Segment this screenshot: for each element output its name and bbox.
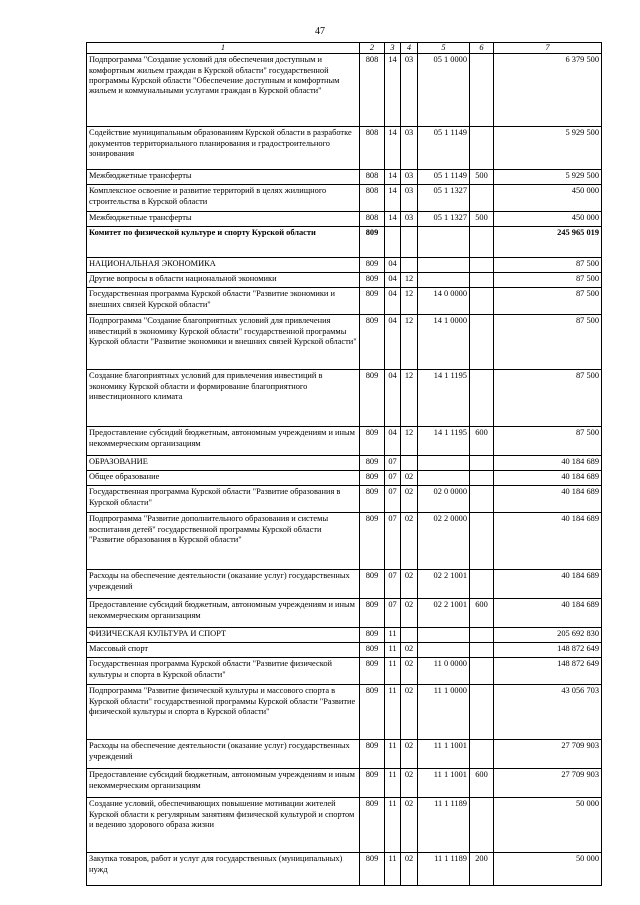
- row-sum-cell: 40 184 689: [494, 456, 602, 471]
- row-name-cell: Комитет по физической культуре и спорту Курской области: [87, 227, 360, 258]
- row-glava-cell: 809: [360, 273, 385, 288]
- row-sum-cell: 87 500: [494, 288, 602, 315]
- row-sum-cell: 205 692 830: [494, 628, 602, 643]
- table-row: [87, 288, 602, 315]
- row-sum-cell: 450 000: [494, 185, 602, 212]
- table-row: [87, 570, 602, 599]
- row-name-cell: Другие вопросы в области национальной экономики: [87, 273, 360, 288]
- row-glava-cell: 809: [360, 258, 385, 273]
- row-podrazdel-cell: 02: [401, 853, 418, 886]
- row-target-cell: [418, 456, 470, 471]
- row-glava-cell: 809: [360, 370, 385, 427]
- row-vid-cell: [470, 685, 494, 740]
- row-razdel-cell: 14: [385, 170, 401, 185]
- row-podrazdel-cell: 02: [401, 643, 418, 658]
- header-row: [87, 43, 602, 54]
- row-name-cell: Государственная программа Курской области "Развитие образования в Курской области": [87, 486, 360, 513]
- row-razdel-cell: 04: [385, 370, 401, 427]
- row-target-cell: [418, 643, 470, 658]
- row-vid-cell: [470, 273, 494, 288]
- row-glava-cell: 809: [360, 658, 385, 685]
- row-razdel-cell: 11: [385, 685, 401, 740]
- row-glava-cell: 809: [360, 315, 385, 370]
- row-target-cell: 05 1 1327: [418, 185, 470, 212]
- row-sum-cell: 50 000: [494, 798, 602, 853]
- row-sum-cell: 43 056 703: [494, 685, 602, 740]
- row-glava-cell: 809: [360, 486, 385, 513]
- row-sum-cell: 87 500: [494, 315, 602, 370]
- row-vid-cell: 500: [470, 170, 494, 185]
- row-razdel-cell: 07: [385, 570, 401, 599]
- table-row: [87, 740, 602, 769]
- row-name-cell: Содействие муниципальным образованиям Курской области в разработке документов территориального планирования и градостроительного зонирования: [87, 127, 360, 170]
- row-name-cell: Создание благоприятных условий для привлечения инвестиций в экономику Курской области и формирование благоприятного инвестиционного климата: [87, 370, 360, 427]
- row-vid-cell: 200: [470, 853, 494, 886]
- row-target-cell: [418, 273, 470, 288]
- table-row: [87, 427, 602, 456]
- row-target-cell: 11 1 0000: [418, 685, 470, 740]
- row-sum-cell: 87 500: [494, 258, 602, 273]
- row-podrazdel-cell: 12: [401, 288, 418, 315]
- row-target-cell: [418, 628, 470, 643]
- table-row: [87, 798, 602, 853]
- row-sum-cell: 87 500: [494, 427, 602, 456]
- row-name-cell: Общее образование: [87, 471, 360, 486]
- row-podrazdel-cell: [401, 456, 418, 471]
- row-sum-cell: 6 379 500: [494, 54, 602, 127]
- header-cell: 5: [418, 43, 470, 54]
- table-row: [87, 769, 602, 798]
- table-row: [87, 273, 602, 288]
- row-glava-cell: 809: [360, 740, 385, 769]
- row-glava-cell: 809: [360, 643, 385, 658]
- row-name-cell: Государственная программа Курской области "Развитие экономики и внешних связей Курской области": [87, 288, 360, 315]
- row-glava-cell: 809: [360, 227, 385, 258]
- row-podrazdel-cell: 02: [401, 658, 418, 685]
- row-name-cell: Межбюджетные трансферты: [87, 212, 360, 227]
- row-sum-cell: 40 184 689: [494, 599, 602, 628]
- table-row: [87, 258, 602, 273]
- row-podrazdel-cell: 02: [401, 769, 418, 798]
- row-razdel-cell: 11: [385, 643, 401, 658]
- row-podrazdel-cell: 02: [401, 486, 418, 513]
- row-podrazdel-cell: [401, 628, 418, 643]
- row-razdel-cell: 11: [385, 798, 401, 853]
- row-razdel-cell: 07: [385, 471, 401, 486]
- row-target-cell: 05 1 1149: [418, 170, 470, 185]
- row-name-cell: ОБРАЗОВАНИЕ: [87, 456, 360, 471]
- row-sum-cell: 87 500: [494, 273, 602, 288]
- row-vid-cell: [470, 127, 494, 170]
- row-sum-cell: 148 872 649: [494, 658, 602, 685]
- row-podrazdel-cell: 03: [401, 127, 418, 170]
- row-vid-cell: [470, 185, 494, 212]
- row-podrazdel-cell: 02: [401, 685, 418, 740]
- table-row: [87, 370, 602, 427]
- row-target-cell: 02 2 1001: [418, 570, 470, 599]
- table-row: [87, 853, 602, 886]
- row-razdel-cell: 07: [385, 486, 401, 513]
- row-name-cell: Массовый спорт: [87, 643, 360, 658]
- row-sum-cell: 148 872 649: [494, 643, 602, 658]
- row-razdel-cell: 11: [385, 658, 401, 685]
- row-sum-cell: 27 709 903: [494, 769, 602, 798]
- table-row: [87, 127, 602, 170]
- row-razdel-cell: 04: [385, 315, 401, 370]
- row-vid-cell: [470, 54, 494, 127]
- row-target-cell: 05 1 0000: [418, 54, 470, 127]
- row-podrazdel-cell: [401, 258, 418, 273]
- row-name-cell: Предоставление субсидий бюджетным, автономным учреждениям и иным некоммерческим организациям: [87, 599, 360, 628]
- row-name-cell: Подпрограмма "Создание условий для обеспечения доступным и комфортным жильем граждан в Курской области" государственной программы Курской области "Обеспечение доступным и комфортным жильем и коммунальными услугами граждан в Курской области": [87, 54, 360, 127]
- row-podrazdel-cell: [401, 227, 418, 258]
- row-sum-cell: 5 929 500: [494, 170, 602, 185]
- table-row: [87, 599, 602, 628]
- row-name-cell: Подпрограмма "Развитие физической культуры и массового спорта в Курской области" государственной программы Курской области "Развитие физической культуры и спорта в Курской области": [87, 685, 360, 740]
- row-vid-cell: [470, 643, 494, 658]
- row-name-cell: ФИЗИЧЕСКАЯ КУЛЬТУРА И СПОРТ: [87, 628, 360, 643]
- row-target-cell: 05 1 1327: [418, 212, 470, 227]
- row-razdel-cell: 14: [385, 212, 401, 227]
- row-podrazdel-cell: 12: [401, 273, 418, 288]
- row-target-cell: 11 0 0000: [418, 658, 470, 685]
- row-razdel-cell: 11: [385, 853, 401, 886]
- header-cell: 6: [470, 43, 494, 54]
- budget-table: [86, 42, 602, 886]
- row-glava-cell: 808: [360, 185, 385, 212]
- row-name-cell: Предоставление субсидий бюджетным, автономным учреждениям и иным некоммерческим организациям: [87, 769, 360, 798]
- table-row: [87, 185, 602, 212]
- row-podrazdel-cell: 02: [401, 798, 418, 853]
- row-podrazdel-cell: 02: [401, 471, 418, 486]
- row-razdel-cell: 07: [385, 599, 401, 628]
- row-target-cell: 14 1 1195: [418, 370, 470, 427]
- row-razdel-cell: 07: [385, 513, 401, 570]
- table-row: [87, 315, 602, 370]
- table-row: [87, 685, 602, 740]
- row-vid-cell: 600: [470, 599, 494, 628]
- row-podrazdel-cell: 12: [401, 427, 418, 456]
- row-name-cell: Подпрограмма "Создание благоприятных условий для привлечения инвестиций в экономику Курской области" государственной программы Курской области "Развитие экономики и внешних связей Курской области": [87, 315, 360, 370]
- row-glava-cell: 808: [360, 212, 385, 227]
- row-glava-cell: 808: [360, 127, 385, 170]
- row-name-cell: Комплексное освоение и развитие территорий в целях жилищного строительства в Курской области: [87, 185, 360, 212]
- row-target-cell: 05 1 1149: [418, 127, 470, 170]
- row-target-cell: 11 1 1001: [418, 769, 470, 798]
- row-razdel-cell: 04: [385, 427, 401, 456]
- row-target-cell: 11 1 1189: [418, 798, 470, 853]
- row-vid-cell: [470, 658, 494, 685]
- row-glava-cell: 809: [360, 471, 385, 486]
- row-podrazdel-cell: 03: [401, 185, 418, 212]
- row-razdel-cell: 07: [385, 456, 401, 471]
- header-cell: 4: [401, 43, 418, 54]
- row-vid-cell: 600: [470, 427, 494, 456]
- row-podrazdel-cell: 02: [401, 570, 418, 599]
- row-glava-cell: 809: [360, 456, 385, 471]
- row-vid-cell: [470, 370, 494, 427]
- row-vid-cell: [470, 740, 494, 769]
- row-razdel-cell: 04: [385, 288, 401, 315]
- row-glava-cell: 809: [360, 599, 385, 628]
- row-sum-cell: 27 709 903: [494, 740, 602, 769]
- row-glava-cell: 809: [360, 427, 385, 456]
- row-sum-cell: 40 184 689: [494, 486, 602, 513]
- row-razdel-cell: 11: [385, 740, 401, 769]
- row-name-cell: Закупка товаров, работ и услуг для государственных (муниципальных) нужд: [87, 853, 360, 886]
- table-row: [87, 54, 602, 127]
- row-podrazdel-cell: 02: [401, 513, 418, 570]
- row-vid-cell: [470, 471, 494, 486]
- row-vid-cell: 600: [470, 769, 494, 798]
- row-podrazdel-cell: 12: [401, 315, 418, 370]
- row-sum-cell: 450 000: [494, 212, 602, 227]
- row-razdel-cell: 14: [385, 54, 401, 127]
- row-target-cell: 02 2 0000: [418, 513, 470, 570]
- header-cell: 1: [87, 43, 360, 54]
- row-glava-cell: 809: [360, 570, 385, 599]
- row-razdel-cell: 04: [385, 273, 401, 288]
- row-podrazdel-cell: 03: [401, 170, 418, 185]
- table-row: [87, 170, 602, 185]
- row-target-cell: 14 0 0000: [418, 288, 470, 315]
- row-vid-cell: [470, 486, 494, 513]
- row-target-cell: 11 1 1001: [418, 740, 470, 769]
- row-podrazdel-cell: 02: [401, 599, 418, 628]
- row-glava-cell: 808: [360, 54, 385, 127]
- row-sum-cell: 87 500: [494, 370, 602, 427]
- table-row: [87, 513, 602, 570]
- row-glava-cell: 809: [360, 685, 385, 740]
- row-podrazdel-cell: 02: [401, 740, 418, 769]
- table-row: [87, 212, 602, 227]
- table-row: [87, 471, 602, 486]
- row-vid-cell: [470, 258, 494, 273]
- row-target-cell: 14 1 0000: [418, 315, 470, 370]
- row-glava-cell: 809: [360, 798, 385, 853]
- row-sum-cell: 40 184 689: [494, 513, 602, 570]
- table-row: [87, 628, 602, 643]
- row-target-cell: [418, 471, 470, 486]
- row-sum-cell: 40 184 689: [494, 570, 602, 599]
- row-podrazdel-cell: 03: [401, 212, 418, 227]
- page-number: 47: [315, 26, 325, 37]
- row-name-cell: Расходы на обеспечение деятельности (оказание услуг) государственных учреждений: [87, 570, 360, 599]
- row-name-cell: Подпрограмма "Развитие дополнительного образования и системы воспитания детей" государственной программы Курской области "Развитие образования в Курской области": [87, 513, 360, 570]
- row-glava-cell: 809: [360, 853, 385, 886]
- row-razdel-cell: 14: [385, 185, 401, 212]
- row-sum-cell: 5 929 500: [494, 127, 602, 170]
- row-vid-cell: [470, 227, 494, 258]
- row-name-cell: НАЦИОНАЛЬНАЯ ЭКОНОМИКА: [87, 258, 360, 273]
- row-name-cell: Государственная программа Курской области "Развитие физической культуры и спорта в Курской области": [87, 658, 360, 685]
- row-razdel-cell: 04: [385, 258, 401, 273]
- row-vid-cell: [470, 513, 494, 570]
- row-target-cell: 11 1 1189: [418, 853, 470, 886]
- row-podrazdel-cell: 12: [401, 370, 418, 427]
- row-target-cell: [418, 227, 470, 258]
- row-glava-cell: 808: [360, 170, 385, 185]
- row-vid-cell: [470, 798, 494, 853]
- table-row: [87, 486, 602, 513]
- row-vid-cell: [470, 456, 494, 471]
- table-row: [87, 456, 602, 471]
- row-razdel-cell: 11: [385, 769, 401, 798]
- row-name-cell: Создание условий, обеспечивающих повышение мотивации жителей Курской области к регулярным занятиям физической культурой и спортом и ведению здорового образа жизни: [87, 798, 360, 853]
- header-cell: 2: [360, 43, 385, 54]
- row-target-cell: 14 1 1195: [418, 427, 470, 456]
- row-razdel-cell: 11: [385, 628, 401, 643]
- row-podrazdel-cell: 03: [401, 54, 418, 127]
- row-vid-cell: [470, 315, 494, 370]
- row-glava-cell: 809: [360, 513, 385, 570]
- row-target-cell: 02 0 0000: [418, 486, 470, 513]
- row-vid-cell: [470, 570, 494, 599]
- row-vid-cell: [470, 628, 494, 643]
- row-name-cell: Межбюджетные трансферты: [87, 170, 360, 185]
- row-glava-cell: 809: [360, 769, 385, 798]
- row-name-cell: Расходы на обеспечение деятельности (оказание услуг) государственных учреждений: [87, 740, 360, 769]
- row-target-cell: [418, 258, 470, 273]
- row-sum-cell: 245 965 019: [494, 227, 602, 258]
- row-vid-cell: 500: [470, 212, 494, 227]
- row-razdel-cell: [385, 227, 401, 258]
- table-row: [87, 227, 602, 258]
- row-vid-cell: [470, 288, 494, 315]
- header-cell: 7: [494, 43, 602, 54]
- table-row: [87, 658, 602, 685]
- row-name-cell: Предоставление субсидий бюджетным, автономным учреждениям и иным некоммерческим организациям: [87, 427, 360, 456]
- row-glava-cell: 809: [360, 288, 385, 315]
- row-target-cell: 02 2 1001: [418, 599, 470, 628]
- row-sum-cell: 40 184 689: [494, 471, 602, 486]
- row-razdel-cell: 14: [385, 127, 401, 170]
- row-glava-cell: 809: [360, 628, 385, 643]
- row-sum-cell: 50 000: [494, 853, 602, 886]
- table-row: [87, 643, 602, 658]
- header-cell: 3: [385, 43, 401, 54]
